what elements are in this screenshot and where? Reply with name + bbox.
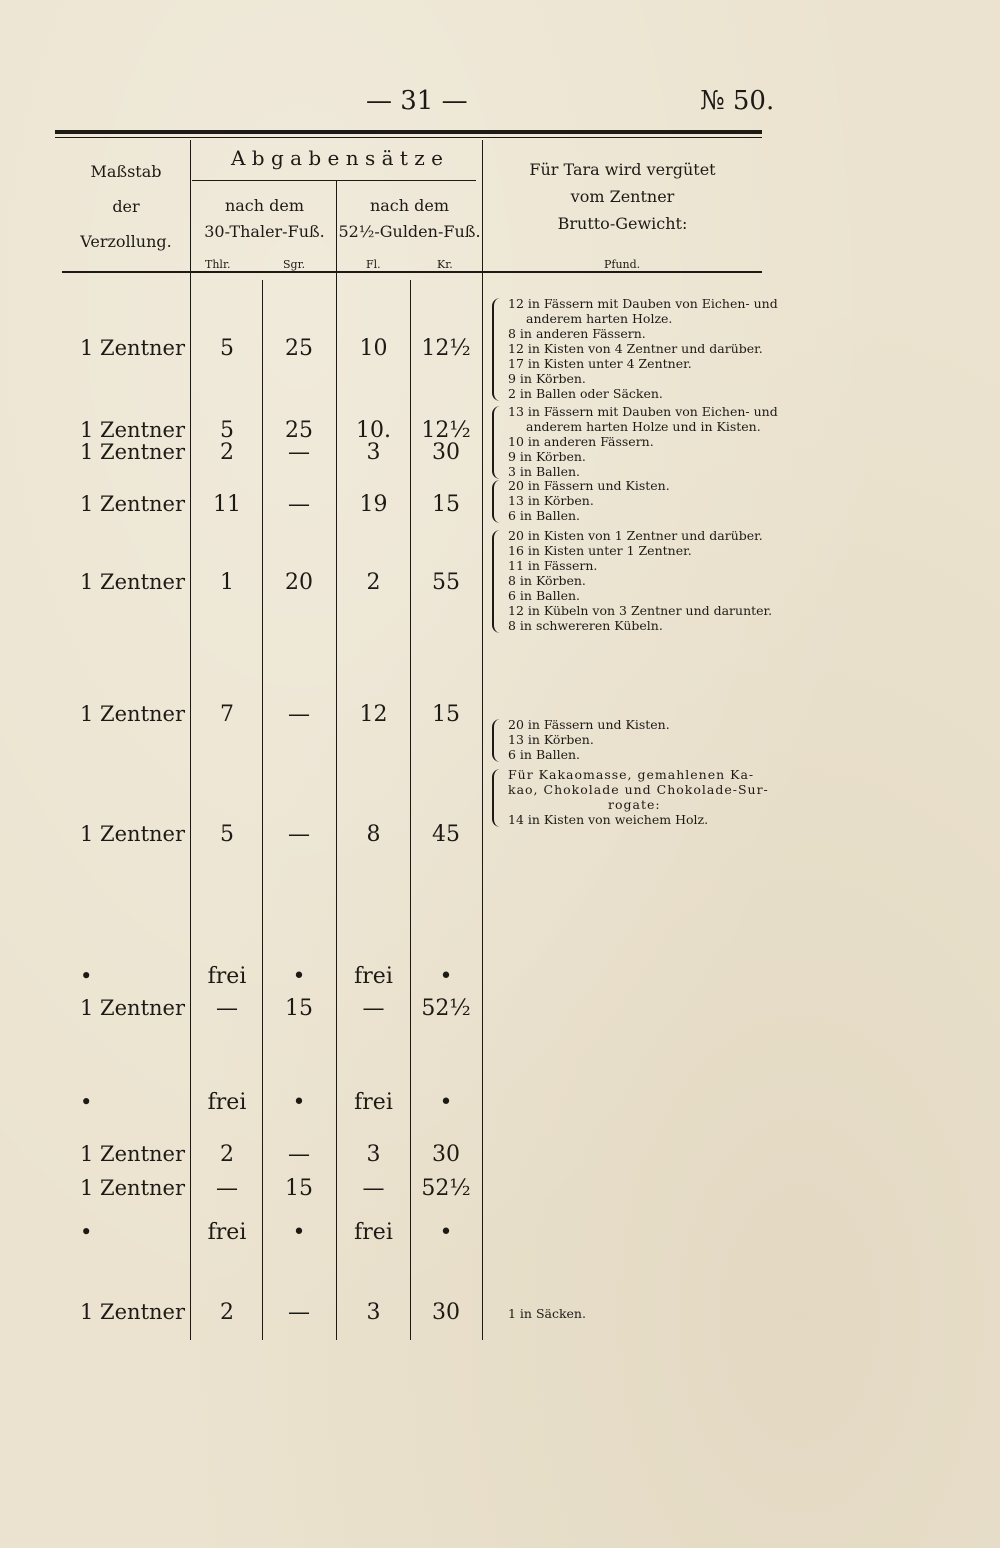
tara-line: 20 in Fässern und Kisten.	[508, 717, 670, 732]
tara-line: 12 in Kisten von 4 Zentner und darüber.	[508, 341, 763, 356]
header-measure-3: Verzollung.	[80, 232, 172, 251]
table-cell-fl: 10	[359, 336, 388, 361]
table-cell-thlr: frei	[207, 1220, 247, 1245]
table-cell-sgr: —	[288, 440, 310, 465]
table-cell-fl: 8	[366, 822, 381, 847]
tara-line: 8 in Körben.	[508, 573, 586, 588]
header-tara-2: vom Zentner	[570, 187, 675, 206]
table-cell-kr: 15	[432, 492, 460, 517]
tara-line: 20 in Fässern und Kisten.	[508, 478, 670, 493]
tara-line: 3 in Ballen.	[508, 464, 581, 479]
tara-brace	[492, 298, 500, 401]
unit-fl: Fl.	[366, 258, 381, 271]
tara-brace	[492, 480, 500, 523]
table-cell-sgr: 15	[285, 1176, 313, 1201]
unit-pfund: Pfund.	[604, 258, 641, 271]
table-cell-kr: 30	[432, 440, 460, 465]
header-thaler-2: 30-Thaler-Fuß.	[204, 222, 325, 241]
table-cell-fl: 10.	[356, 418, 391, 443]
tara-line: 13 in Körben.	[508, 493, 594, 508]
table-cell-kr: 30	[432, 1142, 460, 1167]
tara-line: 2 in Ballen oder Säcken.	[508, 386, 663, 401]
header-abgabensaetze: A b g a b e n s ä t z e	[230, 146, 444, 170]
table-cell-kr: 12½	[421, 336, 471, 361]
tara-line: 6 in Ballen.	[508, 508, 581, 523]
table-cell-thlr: 5	[220, 822, 234, 847]
table-cell-unit: 1 Zentner	[80, 1142, 186, 1166]
table-cell-sgr: —	[288, 702, 310, 727]
col-rule-1	[190, 140, 191, 1340]
table-cell-thlr: 11	[213, 492, 241, 517]
table-cell-kr: 55	[432, 570, 460, 595]
table-cell-thlr: frei	[207, 1090, 247, 1115]
unit-kr: Kr.	[437, 258, 453, 271]
table-cell-sgr: 25	[285, 336, 313, 361]
tara-line: 13 in Körben.	[508, 732, 594, 747]
table-cell-thlr: 2	[220, 1300, 234, 1325]
table-cell-thlr: 2	[220, 440, 234, 465]
table-cell-unit: 1 Zentner	[80, 440, 186, 464]
tara-line: 17 in Kisten unter 4 Zentner.	[508, 356, 692, 371]
table-cell-kr: 12½	[421, 418, 471, 443]
tara-line: 9 in Körben.	[508, 371, 586, 386]
tara-line: 12 in Fässern mit Dauben von Eichen- und	[508, 296, 778, 311]
table-cell-sgr: —	[288, 1300, 310, 1325]
page-number: — 31 —	[366, 86, 468, 116]
table-cell-sgr: 20	[285, 570, 313, 595]
table-cell-fl: —	[362, 996, 385, 1021]
table-cell-sgr: 25	[285, 418, 313, 443]
table-cell-kr: 30	[432, 1300, 460, 1325]
header-tara-1: Für Tara wird vergütet	[529, 160, 716, 179]
table-cell-thlr: 2	[220, 1142, 234, 1167]
table-cell-unit: 1 Zentner	[80, 1176, 186, 1200]
table-cell-unit: 1 Zentner	[80, 822, 186, 846]
tara-line: 9 in Körben.	[508, 449, 586, 464]
header-thaler-1: nach dem	[224, 196, 305, 215]
table-cell-sgr: 15	[285, 996, 313, 1021]
tara-line: 20 in Kisten von 1 Zentner und darüber.	[508, 528, 763, 543]
table-cell-sgr: •	[292, 964, 306, 989]
table-cell-fl: frei	[354, 964, 393, 989]
table-cell-fl: frei	[354, 1090, 393, 1115]
table-cell-unit: 1 Zentner	[80, 570, 186, 594]
tara-line: 8 in anderen Fässern.	[508, 326, 646, 341]
table-cell-fl: 3	[366, 1300, 381, 1325]
table-cell-thlr: 5	[220, 418, 234, 443]
table-cell-unit: 1 Zentner	[80, 336, 186, 360]
table-cell-fl: frei	[354, 1220, 393, 1245]
tara-line: 11 in Fässern.	[508, 558, 598, 573]
table-cell-fl: 12	[359, 702, 388, 727]
table-cell-unit: 1 Zentner	[80, 702, 186, 726]
table-cell-fl: —	[362, 1176, 385, 1201]
table-cell-kr: •	[439, 1220, 453, 1245]
table-cell-thlr: 5	[220, 336, 234, 361]
table-cell-sgr: •	[292, 1220, 306, 1245]
table-cell-fl: 2	[366, 570, 381, 595]
table-cell-sgr: —	[288, 822, 310, 847]
table-cell-unit: 1 Zentner	[80, 996, 186, 1020]
unit-sgr: Sgr.	[283, 258, 306, 271]
tara-brace	[492, 406, 500, 479]
tara-line: 1 in Säcken.	[508, 1306, 586, 1321]
tara-brace	[492, 769, 500, 827]
table-cell-unit: •	[80, 1220, 93, 1244]
tara-line: 13 in Fässern mit Dauben von Eichen- und	[508, 404, 778, 419]
table-cell-sgr: •	[292, 1090, 306, 1115]
table-cell-unit: 1 Zentner	[80, 492, 186, 516]
header-rule	[62, 271, 762, 273]
table-cell-kr: 52½	[421, 1176, 471, 1201]
tara-brace	[492, 719, 500, 762]
table-cell-unit: •	[80, 964, 93, 988]
tara-line: 6 in Ballen.	[508, 747, 581, 762]
unit-thlr: Thlr.	[205, 258, 231, 271]
table-cell-unit: 1 Zentner	[80, 1300, 186, 1324]
table-cell-thlr: —	[216, 1176, 238, 1201]
table-cell-sgr: —	[288, 492, 310, 517]
table-cell-thlr: 1	[220, 570, 234, 595]
tara-line: 14 in Kisten von weichem Holz.	[508, 812, 709, 827]
header-gulden-1: nach dem	[369, 196, 450, 215]
table-cell-fl: 3	[366, 1142, 381, 1167]
tara-line: rogate:	[608, 797, 661, 812]
header-tara-3: Brutto-Gewicht:	[557, 214, 688, 233]
top-rule-thin	[55, 137, 762, 138]
tara-line: 10 in anderen Fässern.	[508, 434, 654, 449]
sheet-number: № 50.	[700, 86, 775, 116]
table-cell-sgr: —	[288, 1142, 310, 1167]
table-cell-thlr: —	[216, 996, 238, 1021]
tara-line: 16 in Kisten unter 1 Zentner.	[508, 543, 692, 558]
tara-line: anderem harten Holze und in Kisten.	[526, 419, 761, 434]
tara-line: Für Kakaomasse, gemahlenen Ka-	[508, 767, 755, 782]
header-measure-2: der	[112, 197, 140, 216]
table-cell-kr: •	[439, 964, 453, 989]
table-cell-fl: 3	[366, 440, 381, 465]
tara-line: anderem harten Holze.	[526, 311, 673, 326]
tara-brace	[492, 530, 500, 633]
tara-line: 8 in schwereren Kübeln.	[508, 618, 663, 633]
header-measure-1: Maßstab	[90, 162, 162, 181]
table-cell-kr: •	[439, 1090, 453, 1115]
tara-line: 6 in Ballen.	[508, 588, 581, 603]
col-rule-5	[482, 140, 483, 1340]
tara-line: kao, Chokolade und Chokolade-Sur-	[508, 782, 769, 797]
table-cell-kr: 45	[432, 822, 460, 847]
table-cell-kr: 52½	[421, 996, 471, 1021]
table-cell-thlr: frei	[207, 964, 247, 989]
header-gulden-2: 52½-Gulden-Fuß.	[338, 222, 481, 241]
table-cell-kr: 15	[432, 702, 460, 727]
table-cell-unit: •	[80, 1090, 93, 1114]
abgaben-underline	[192, 180, 476, 181]
table-cell-thlr: 7	[220, 702, 234, 727]
tara-line: 12 in Kübeln von 3 Zentner und darunter.	[508, 603, 773, 618]
table-cell-fl: 19	[359, 492, 388, 517]
table-cell-unit: 1 Zentner	[80, 418, 186, 442]
top-rule	[55, 130, 762, 134]
